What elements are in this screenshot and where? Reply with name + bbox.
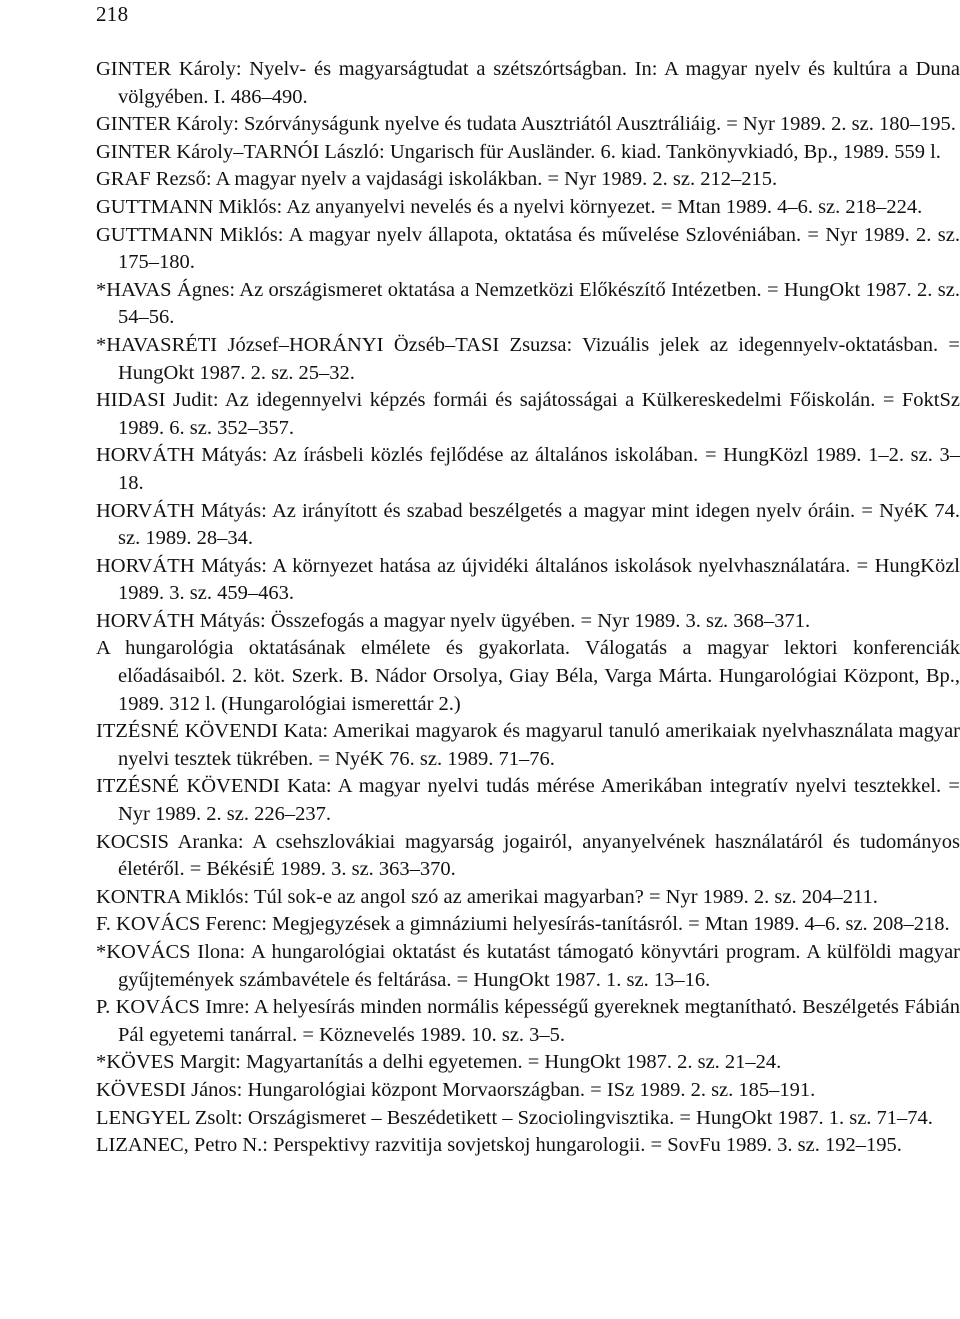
bibliography-entry: GUTTMANN Miklós: A magyar nyelv állapota, oktatása és művelése Szlovéniában. = Nyr 1989. 2. sz. 175–180. [96,223,960,274]
bibliography-list [96,56,960,1160]
bibliography-entry: GINTER Károly–TARNÓI László: Ungarisch für Ausländer. 6. kiad. Tankönyvkiadó, Bp., 1989. 559 l. [96,140,941,163]
bibliography-entry: HIDASI Judit: Az idegennyelvi képzés formái és sajátosságai a Külkereskedelmi Főiskolán. = FoktSz 1989. 6. sz. 352–357. [96,389,960,439]
bibliography-entry: HORVÁTH Mátyás: Összefogás a magyar nyelv ügyében. = Nyr 1989. 3. sz. 368–371. [96,609,811,632]
bibliography-entry: *HAVASRÉTI József–HORÁNYI Özséb–TASI Zsuzsa: Vizuális jelek az idegennyelv-oktatásban. = HungOkt 1987. 2. sz. 25–32. [96,333,960,384]
bibliography-entry: KOCSIS Aranka: A csehszlovákiai magyarság jogairól, anyanyelvének használatáról és tudományos életéről. = BékésiÉ 1989. 3. sz. 363–370. [96,830,960,881]
bibliography-entry: *KÖVES Margit: Magyartanítás a delhi egyetemen. = HungOkt 1987. 2. sz. 21–24. [96,1051,782,1074]
bibliography-entry: ITZÉSNÉ KÖVENDI Kata: A magyar nyelvi tudás mérése Amerikában integratív nyelvi tesztekkel. = Nyr 1989. 2. sz. 226–237. [96,775,960,826]
bibliography-entry: GRAF Rezső: A magyar nyelv a vajdasági iskolákban. = Nyr 1989. 2. sz. 212–215. [96,168,778,191]
bibliography-entry: GINTER Károly: Szórványságunk nyelve és tudata Ausztriától Ausztráliáig. = Nyr 1989. 2. sz. 180–195. [96,113,956,136]
bibliography-entry: KONTRA Miklós: Túl sok-e az angol szó az amerikai magyarban? = Nyr 1989. 2. sz. 204–211. [96,885,878,908]
bibliography-entry: GINTER Károly: Nyelv- és magyarságtudat a szétszórtságban. In: A magyar nyelv és kultúra a Duna völgyében. I. 486–490. [96,58,960,108]
bibliography-entry: *HAVAS Ágnes: Az országismeret oktatása a Nemzetközi Előkészítő Intézetben. = HungOkt 1987. 2. sz. 54–56. [96,278,960,329]
bibliography-entry: KÖVESDI János: Hungarológiai központ Morvaországban. = ISz 1989. 2. sz. 185–191. [96,1078,816,1101]
bibliography-entry: ITZÉSNÉ KÖVENDI Kata: Amerikai magyarok és magyarul tanuló amerikaiak nyelvhasználata magyar nyelvi tesztek tükrében. = NyéK 76. sz. 1989. 71–76. [96,720,960,770]
bibliography-entry: HORVÁTH Mátyás: A környezet hatása az újvidéki általános iskolások nyelvhasználatára. = HungKözl 1989. 3. sz. 459–463. [96,554,960,605]
bibliography-entry: LIZANEC, Petro N.: Perspektivy razvitija sovjetskoj hungarologii. = SovFu 1989. 3. sz. 192–195. [96,1134,902,1157]
page-number: 218 [96,2,129,26]
bibliography-entry: *KOVÁCS Ilona: A hungarológiai oktatást és kutatást támogató könyvtári program. A külföldi magyar gyűjtemények számbavétele és feltárása. = HungOkt 1987. 1. sz. 13–16. [96,941,960,991]
bibliography-entry: A hungarológia oktatásának elmélete és gyakorlata. Válogatás a magyar lektori konferenciák előadásaiból. 2. köt. Szerk. B. Nádor Orsolya, Giay Béla, Varga Márta. Hungarológiai Központ, Bp., 1989. 312 l. (Hungarológiai ismerettár 2.) [96,637,960,715]
bibliography-entry: LENGYEL Zsolt: Országismeret – Beszédetikett – Szociolingvisztika. = HungOkt 1987. 1. sz. 71–74. [96,1106,933,1129]
bibliography-entry: HORVÁTH Mátyás: Az irányított és szabad beszélgetés a magyar mint idegen nyelv óráin. = NyéK 74. sz. 1989. 28–34. [96,499,960,550]
bibliography-entry: P. KOVÁCS Imre: A helyesírás minden normális képességű gyereknek megtanítható. Beszélgetés Fábián Pál egyetemi tanárral. = Köznevelés 1989. 10. sz. 3–5. [96,996,960,1046]
bibliography-entry: GUTTMANN Miklós: Az anyanyelvi nevelés és a nyelvi környezet. = Mtan 1989. 4–6. sz. 218–224. [96,195,923,218]
bibliography-entry: F. KOVÁCS Ferenc: Megjegyzések a gimnáziumi helyesírás-tanításról. = Mtan 1989. 4–6. sz. 208–218. [96,913,950,936]
bibliography-entry: HORVÁTH Mátyás: Az írásbeli közlés fejlődése az általános iskolában. = HungKözl 1989. 1–2. sz. 3–18. [96,444,960,494]
